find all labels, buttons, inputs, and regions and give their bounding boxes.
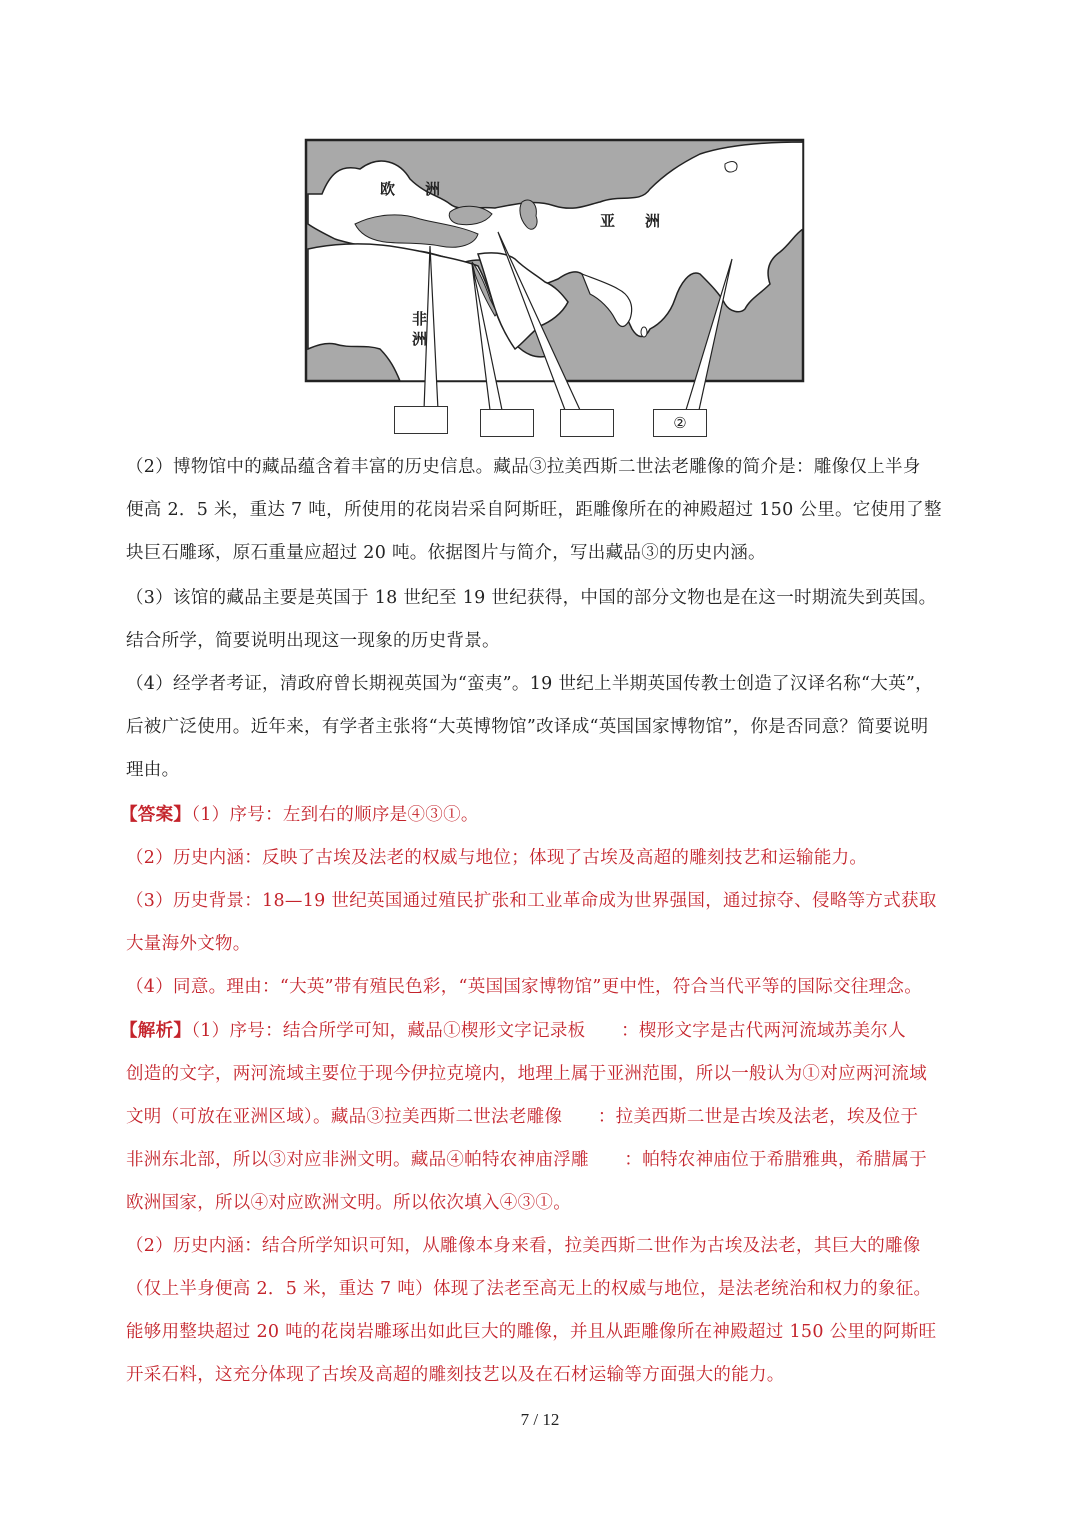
question-line: 结合所学，简要说明出现这一现象的历史背景。 bbox=[126, 631, 500, 651]
analysis-line: （1）序号：结合所学可知，藏品①楔形文字记录板 ：楔形文字是古代两河流域苏美尔人 bbox=[191, 1021, 906, 1041]
analysis-line: 欧洲国家，所以④对应欧洲文明。所以依次填入④③①。 bbox=[126, 1193, 571, 1213]
question-3 bbox=[126, 577, 988, 663]
question-line: 理由。 bbox=[126, 760, 180, 780]
analysis-line: 能够用整块超过 20 吨的花岗岩雕琢出如此巨大的雕像，并且从距雕像所在神殿超过 150 公里的阿斯旺 bbox=[126, 1322, 937, 1342]
answer-box-4: ② bbox=[653, 409, 707, 437]
page-number: 7 / 12 bbox=[520, 1410, 560, 1429]
answer-box-2 bbox=[480, 409, 534, 437]
question-line: （3）该馆的藏品主要是英国于 18 世纪至 19 世纪获得，中国的部分文物也是在这一时期流失到英国。 bbox=[126, 588, 937, 608]
answer-line: 大量海外文物。 bbox=[126, 934, 251, 954]
question-line: 便高 2．5 米，重达 7 吨，所使用的花岗岩采自阿斯旺，距雕像所在的神殿超过 150 公里。它使用了整 bbox=[126, 500, 942, 520]
question-4 bbox=[126, 663, 988, 792]
map-figure bbox=[300, 134, 820, 444]
question-line: （2）博物馆中的藏品蕴含着丰富的历史信息。藏品③拉美西斯二世法老雕像的简介是：雕像仅上半身 bbox=[126, 457, 921, 477]
question-line: 后被广泛使用。近年来，有学者主张将“大英博物馆”改译成“英国国家博物馆”，你是否同意？简要说明 bbox=[126, 717, 929, 737]
answer-box-3 bbox=[560, 409, 614, 437]
question-line: 块巨石雕琢，原石重量应超过 20 吨。依据图片与简介，写出藏品③的历史内涵。 bbox=[126, 543, 766, 563]
answer-line: （2）历史内涵：反映了古埃及法老的权威与地位；体现了古埃及高超的雕刻技艺和运输能力。 bbox=[126, 848, 868, 868]
answer-tag: 【答案】 bbox=[120, 805, 192, 825]
analysis-line: （2）历史内涵：结合所学知识可知，从雕像本身来看，拉美西斯二世作为古埃及法老，其巨大的雕像 bbox=[126, 1236, 921, 1256]
analysis-line: 非洲东北部，所以③对应非洲文明。藏品④帕特农神庙浮雕 ：帕特农神庙位于希腊雅典，希腊属于 bbox=[126, 1150, 927, 1170]
analysis-line: 开采石料，这充分体现了古埃及高超的雕刻技艺以及在石材运输等方面强大的能力。 bbox=[126, 1365, 785, 1385]
analysis-line: 创造的文字，两河流域主要位于现今伊拉克境内，地理上属于亚洲范围，所以一般认为①对应两河流域 bbox=[126, 1064, 927, 1084]
answer-line: （4）同意。理由：“大英”带有殖民色彩，“英国国家博物馆”更中性，符合当代平等的国际交往理念。 bbox=[126, 977, 923, 997]
map-label-asia: 亚 洲 bbox=[600, 212, 661, 230]
question-line: （4）经学者考证，清政府曾长期视英国为“蛮夷”。19 世纪上半期英国传教士创造了汉译名称“大英”， bbox=[126, 674, 933, 694]
answer-line: （3）历史背景：18—19 世纪英国通过殖民扩张和工业革命成为世界强国，通过掠夺、侵略等方式获取 bbox=[126, 891, 937, 911]
question-2 bbox=[126, 446, 988, 575]
analysis-line: （仅上半身便高 2．5 米，重达 7 吨）体现了法老至高无上的权威与地位，是法老统治和权力的象征。 bbox=[126, 1279, 932, 1299]
analysis-line: 文明（可放在亚洲区域）。藏品③拉美西斯二世法老雕像 ：拉美西斯二世是古埃及法老，埃及位于 bbox=[126, 1107, 919, 1127]
world-map-illustration bbox=[300, 134, 820, 444]
answer-line: （1）序号：左到右的顺序是④③①。 bbox=[191, 805, 479, 825]
answer-section bbox=[120, 794, 982, 1009]
map-label-europe: 欧 洲 bbox=[380, 180, 441, 198]
analysis-tag: 【解析】 bbox=[120, 1021, 192, 1041]
map-label-africa-1: 非 bbox=[412, 310, 428, 328]
answer-box-1 bbox=[394, 406, 448, 434]
map-label-africa-2: 洲 bbox=[412, 330, 428, 348]
analysis-section bbox=[120, 1010, 982, 1397]
